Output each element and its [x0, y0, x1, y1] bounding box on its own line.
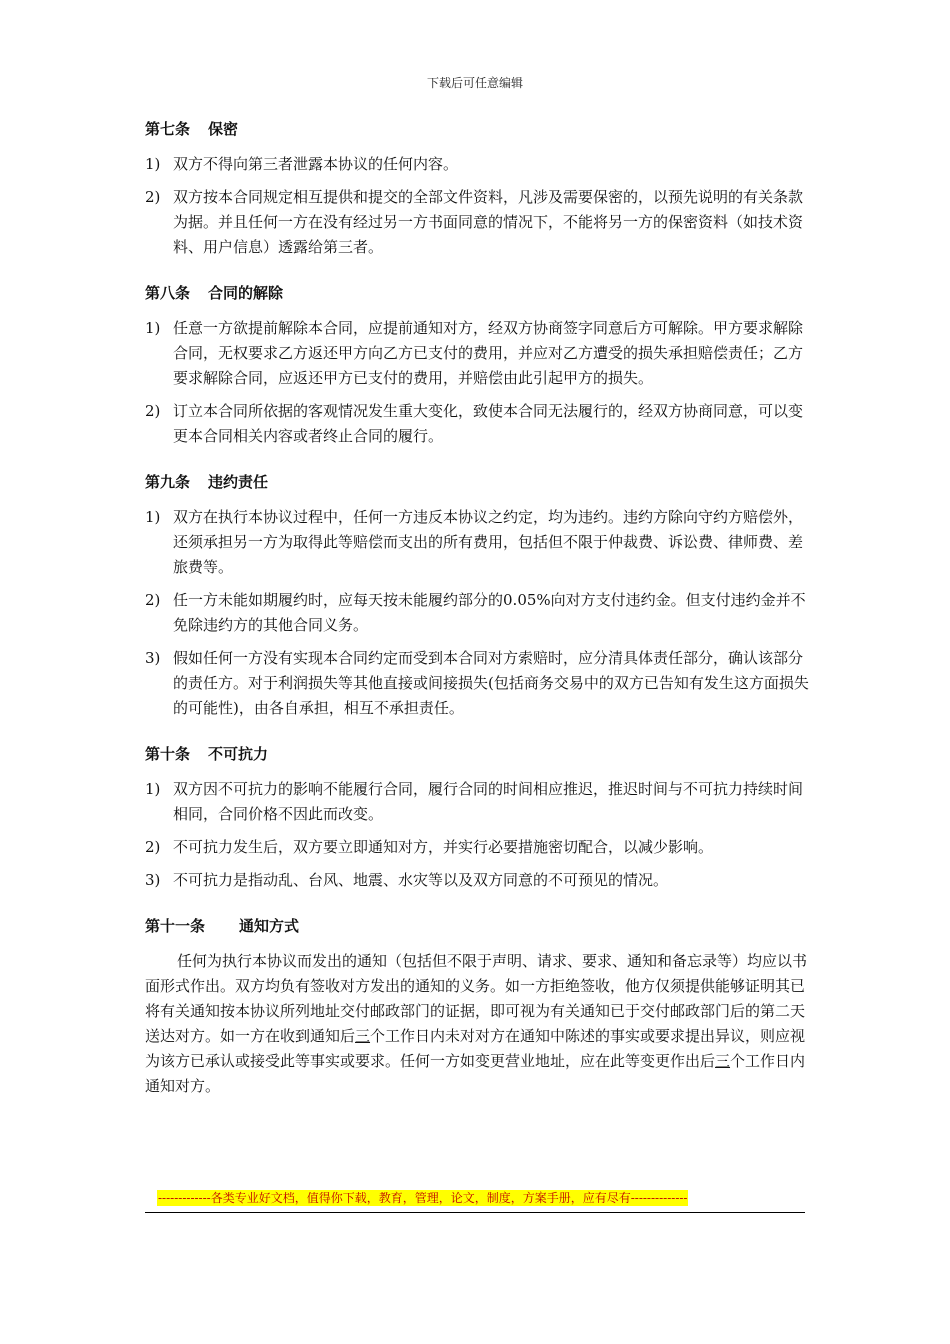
- item-number: 3): [145, 871, 161, 889]
- item-text: 双方按本合同规定相互提供和提交的全部文件资料，凡涉及需要保密的，以预先说明的有关条款为据。并且任何一方在没有经过另一方书面同意的情况下，不能将另一方的保密资料（如技术资料、用户信息）透露给第三者。: [173, 188, 804, 256]
- section-confidentiality: [145, 118, 810, 260]
- document-body: [145, 118, 810, 1121]
- list-item: [145, 152, 810, 177]
- item-text: 任意一方欲提前解除本合同，应提前通知对方，经双方协商签字同意后方可解除。甲方要求解除合同，无权要求乙方返还甲方向乙方已支付的费用，并应对乙方遭受的损失承担赔偿责任；乙方要求解除合同，应返还甲方已支付的费用，并赔偿由此引起甲方的损失。: [173, 319, 804, 387]
- section-heading: 合同的解除: [208, 284, 284, 302]
- item-text: 双方不得向第三者泄露本协议的任何内容。: [173, 155, 459, 173]
- item-text: 不可抗力发生后，双方要立即通知对方，并实行必要措施密切配合，以减少影响。: [173, 838, 714, 856]
- section-title: [145, 282, 810, 304]
- item-number: 1): [145, 780, 161, 798]
- footer-banner: -------------各类专业好文档，值得你下载，教育，管理，论文，制度，方案手册，应有尽有--------------: [158, 1191, 688, 1205]
- section-liability: [145, 471, 810, 721]
- item-text: 假如任何一方没有实现本合同约定而受到本合同对方索赔时，应分清具体责任部分，确认该部分的责任方。对于利润损失等其他直接或间接损失(包括商务交易中的双方已告知有发生这方面损失的可能性)，由各自承担，相互不承担责任。: [173, 649, 809, 717]
- notice-paragraph: [145, 949, 810, 1099]
- list-item: [145, 185, 810, 260]
- section-title: [145, 471, 810, 493]
- section-number: 第九条: [145, 473, 191, 491]
- item-text: 订立本合同所依据的客观情况发生重大变化，致使本合同无法履行的，经双方协商同意，可以变更本合同相关内容或者终止合同的履行。: [173, 402, 804, 445]
- section-number: 第七条: [145, 120, 191, 138]
- list-item: [145, 777, 810, 827]
- section-notice: [145, 915, 810, 1099]
- section-number: 第八条: [145, 284, 191, 302]
- section-number: 第十条: [145, 745, 191, 763]
- paragraph-text: 个工作日内未对对方在通知中陈述的事实或要求提出异议，则应视为该方已承认或接受此等事实或要求。任何一方如变更营业地址，应在此等变更作出后: [145, 1027, 806, 1070]
- item-number: 1): [145, 508, 161, 526]
- item-number: 1): [145, 319, 161, 337]
- item-number: 3): [145, 649, 161, 667]
- section-title: [145, 743, 810, 765]
- list-item: [145, 316, 810, 391]
- item-number: 2): [145, 188, 161, 206]
- list-item: [145, 835, 810, 860]
- list-item: [145, 399, 810, 449]
- list-item: [145, 868, 810, 893]
- item-text: 双方因不可抗力的影响不能履行合同，履行合同的时间相应推迟，推迟时间与不可抗力持续时间相同，合同价格不因此而改变。: [173, 780, 804, 823]
- paragraph-text: 任何为执行本协议而发出的通知（包括但不限于声明、请求、要求、通知和备忘录等）均应以书面形式作出。双方均负有签收对方发出的通知的义务。如一方拒绝签收，他方仅须提供能够证明其已将有关通知按本协议所列地址交付邮政部门的证据，即可视为有关通知已于交付邮政部门后的第二天送达对方。如一方在收到通知后: [145, 952, 808, 1045]
- section-heading: 违约责任: [208, 473, 269, 491]
- section-number: 第十一条: [145, 917, 206, 935]
- paragraph-text: 个工作日内通知对方。: [145, 1052, 806, 1095]
- underlined-days: 三: [715, 1052, 731, 1070]
- list-item: [145, 505, 810, 580]
- item-text: 任一方未能如期履约时，应每天按未能履约部分的0.05%向对方支付违约金。但支付违约金并不免除违约方的其他合同义务。: [173, 591, 806, 634]
- section-heading: 通知方式: [239, 917, 300, 935]
- underlined-days: 三: [355, 1027, 371, 1045]
- section-termination: [145, 282, 810, 449]
- item-text: 双方在执行本协议过程中，任何一方违反本协议之约定，均为违约。违约方除向守约方赔偿外，还须承担另一方为取得此等赔偿而支出的所有费用，包括但不限于仲裁费、诉讼费、律师费、差旅费等。: [173, 508, 804, 576]
- list-item: [145, 588, 810, 638]
- footer: [145, 1188, 805, 1213]
- item-text: 不可抗力是指动乱、台风、地震、水灾等以及双方同意的不可预见的情况。: [173, 871, 669, 889]
- section-title: [145, 118, 810, 140]
- section-title: [145, 915, 810, 937]
- item-number: 2): [145, 591, 161, 609]
- section-heading: 保密: [208, 120, 239, 138]
- item-number: 2): [145, 402, 161, 420]
- item-number: 1): [145, 155, 161, 173]
- list-item: [145, 646, 810, 721]
- header-note: 下载后可任意编辑: [426, 76, 523, 90]
- section-force-majeure: [145, 743, 810, 893]
- section-heading: 不可抗力: [208, 745, 269, 763]
- item-number: 2): [145, 838, 161, 856]
